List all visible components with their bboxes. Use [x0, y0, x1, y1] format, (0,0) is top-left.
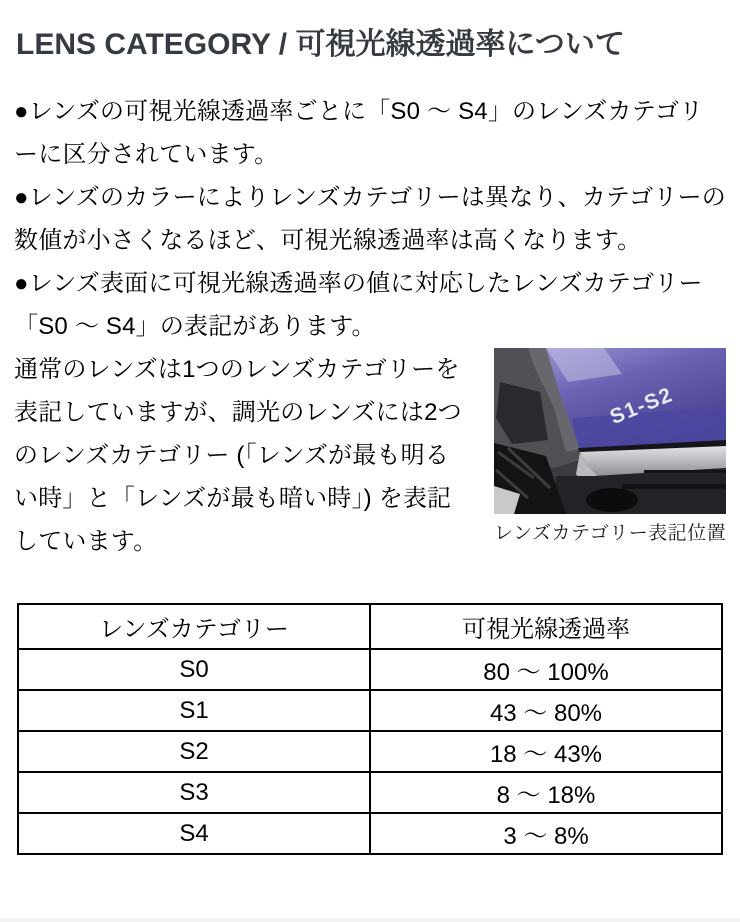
table-row — [18, 649, 722, 690]
transmittance-table — [17, 603, 723, 855]
marking-detail-block — [14, 348, 726, 563]
transmittance-cell: 18 ～ 43% — [370, 731, 722, 772]
table-row — [18, 772, 722, 813]
table-row — [18, 731, 722, 772]
page-bottom-divider — [0, 918, 740, 922]
transmittance-cell: 43 ～ 80% — [370, 690, 722, 731]
transmittance-cell: 3 ～ 8% — [370, 813, 722, 854]
lens-marking-label: S1-S2 — [606, 382, 677, 429]
category-cell: S3 — [18, 772, 370, 813]
goggle-photo — [494, 348, 726, 514]
figure-caption: レンズカテゴリー表記位置 — [494, 523, 727, 544]
page-title: LENS CATEGORY / 可視光線透過率について — [16, 28, 625, 61]
frame-shadow-blob — [586, 488, 638, 512]
table-row — [18, 690, 722, 731]
bullet-marking-intro: ●レンズ表面に可視光線透過率の値に対応したレンズカテゴリー「S0 ～ S4」の表記があります。 — [14, 270, 703, 340]
table-header-category: レンズカテゴリー — [18, 604, 370, 649]
lens-category-section — [0, 22, 740, 855]
category-cell: S0 — [18, 649, 370, 690]
table-header-row — [18, 604, 722, 649]
lens-marking-figure — [494, 348, 726, 546]
transmittance-cell: 80 ～ 100% — [370, 649, 722, 690]
bullet-color-category: ●レンズのカラーによりレンズカテゴリーは異なり、カテゴリーの数値が小さくなるほど、可視光線透過率は高くなります。 — [14, 184, 726, 254]
category-cell: S2 — [18, 731, 370, 772]
description-bullets — [14, 90, 726, 563]
marking-detail-text: 通常のレンズは1つのレンズカテゴリーを表記していますが、調光のレンズには2つのレンズカテゴリー (「レンズが最も明るい時」と「レンズが最も暗い時」) を表記しています。 — [14, 356, 462, 555]
frame-groove — [622, 484, 726, 489]
frame-groove-thin — [644, 470, 726, 473]
category-cell: S1 — [18, 690, 370, 731]
transmittance-cell: 8 ～ 18% — [370, 772, 722, 813]
table-body — [18, 649, 722, 854]
table-head — [18, 604, 722, 649]
table-row — [18, 813, 722, 854]
bullet-transmittance-categories: ●レンズの可視光線透過率ごとに「S0 ～ S4」のレンズカテゴリーに区分されています。 — [14, 98, 704, 168]
category-cell: S4 — [18, 813, 370, 854]
table-header-transmittance: 可視光線透過率 — [370, 604, 722, 649]
